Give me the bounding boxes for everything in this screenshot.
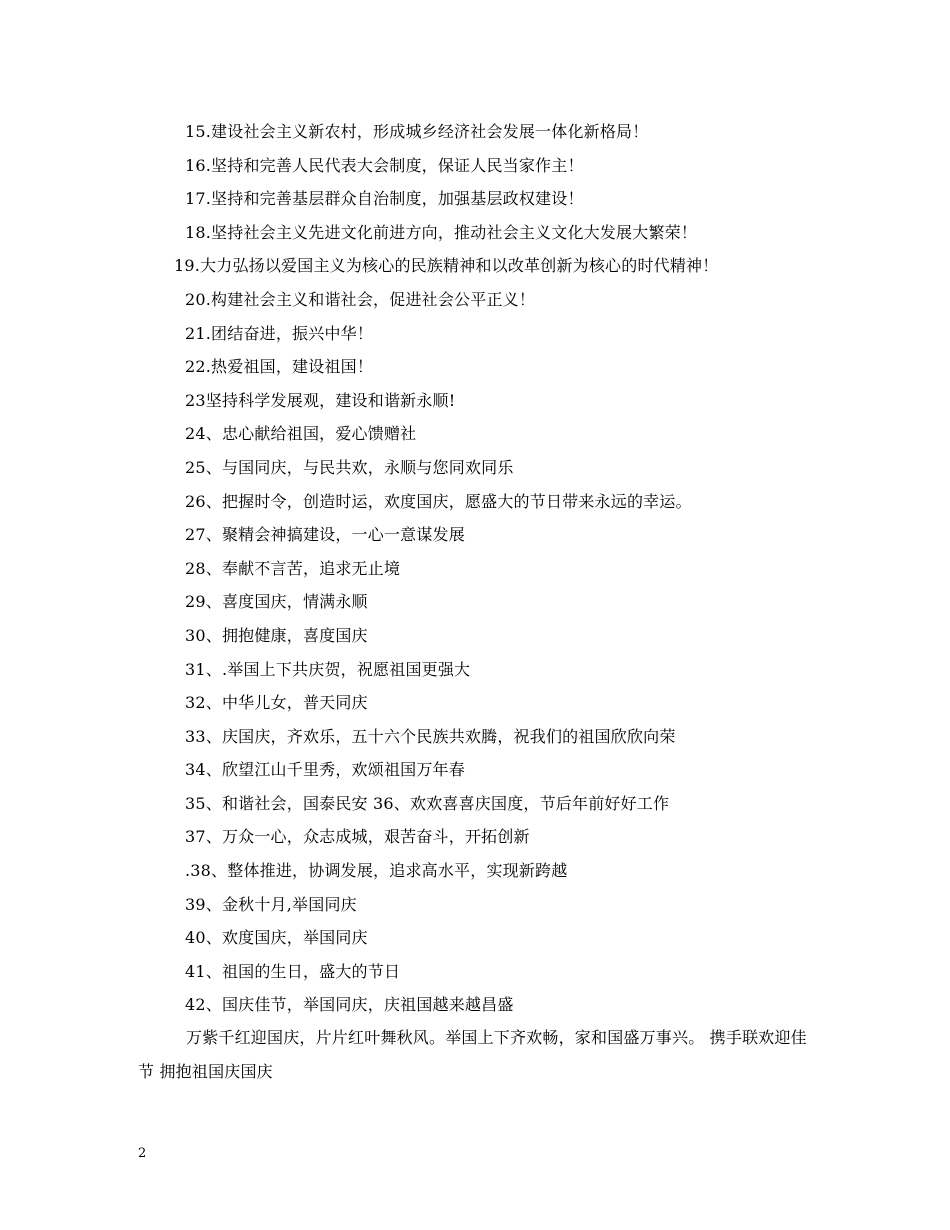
slogan-line: 40、欢度国庆，举国同庆 [185, 928, 368, 948]
slogan-line: 23坚持科学发展观，建设和谐新永顺! [185, 390, 456, 410]
slogan-line: 17.坚持和完善基层群众自治制度，加强基层政权建设！ [185, 189, 584, 209]
slogan-line: 33、庆国庆，齐欢乐，五十六个民族共欢腾，祝我们的祖国欣欣向荣 [185, 726, 676, 746]
slogan-line: 24、忠心献给祖国，爱心馈赠社 [185, 424, 417, 444]
slogan-line: 37、万众一心，众志成城，艰苦奋斗，开拓创新 [185, 827, 530, 847]
slogan-line: 32、中华儿女，普天同庆 [185, 693, 368, 713]
slogan-line: 41、祖国的生日，盛大的节日 [185, 961, 401, 981]
slogan-line: 34、欣望江山千里秀，欢颂祖国万年春 [185, 760, 465, 780]
slogan-line: 27、聚精会神搞建设，一心一意谋发展 [185, 525, 465, 545]
slogan-line: 18.坚持社会主义先进文化前进方向，推动社会主义文化大发展大繁荣！ [185, 222, 698, 242]
slogan-line: 22.热爱祖国，建设祖国！ [185, 357, 374, 377]
slogan-line: 26、把握时令，创造时运，欢度国庆，愿盛大的节日带来永远的幸运。 [185, 491, 692, 511]
slogan-line: 21.团结奋进，振兴中华！ [185, 323, 374, 343]
slogan-line: 30、拥抱健康，喜度国庆 [185, 625, 368, 645]
slogan-line: 20.构建社会主义和谐社会，促进社会公平正义！ [185, 289, 536, 309]
slogan-line: 25、与国同庆，与民共欢，永顺与您同欢同乐 [185, 457, 514, 477]
slogan-line: 35、和谐社会，国泰民安 36、欢欢喜喜庆国度，节后年前好好工作 [185, 793, 670, 813]
slogan-list [174, 115, 865, 1022]
slogan-line: 29、喜度国庆，情满永顺 [185, 592, 368, 612]
slogan-line: 39、金秋十月,举国同庆 [185, 894, 357, 914]
closing-paragraph: 万紫千红迎国庆，片片红叶舞秋风。举国上下齐欢畅，家和国盛万事兴。 携手联欢迎佳节 拥抱祖国庆国庆 [138, 1028, 807, 1081]
slogan-line: .38、整体推进，协调发展，追求高水平，实现新跨越 [185, 861, 568, 881]
page-number: 2 [138, 1146, 147, 1161]
slogan-line: 31、.举国上下共庆贺，祝愿祖国更强大 [185, 659, 471, 679]
slogan-line: 42、国庆佳节，举国同庆，庆祖国越来越昌盛 [185, 995, 514, 1015]
slogan-line: 15.建设社会主义新农村，形成城乡经济社会发展一体化新格局！ [185, 122, 649, 141]
slogan-line: 19.大力弘扬以爱国主义为核心的民族精神和以改革创新为核心的时代精神！ [174, 256, 719, 276]
slogan-line: 28、奉献不言苦，追求无止境 [185, 558, 401, 578]
slogan-line: 16.坚持和完善人民代表大会制度，保证人民当家作主！ [185, 155, 584, 175]
